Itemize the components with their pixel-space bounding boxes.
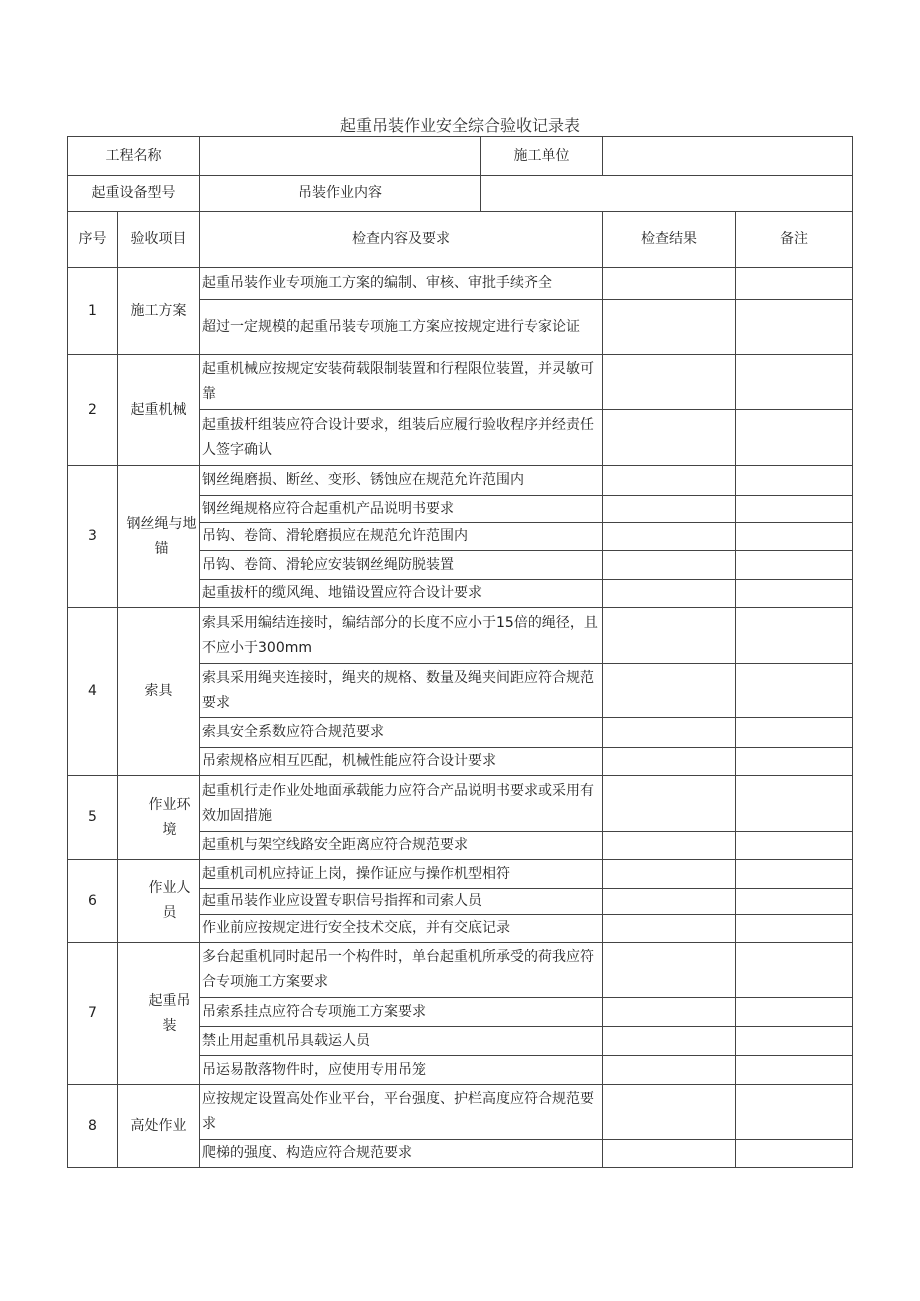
section-item: 索具 [118,608,200,776]
col-content-header: 检查内容及要求 [200,212,603,268]
section-item: 作业环境 [118,776,200,860]
project-row [68,137,853,176]
table-row [68,943,853,998]
section-number: 3 [68,466,118,608]
table-row [68,1085,853,1140]
section-number: 4 [68,608,118,776]
remarks-cell[interactable] [736,860,853,889]
requirement-text: 起重拔杆组装应符合设计要求，组装后应履行验收程序并经责任人签字确认 [200,410,603,466]
equipment-row [68,176,853,212]
result-cell[interactable] [603,860,736,889]
result-cell[interactable] [603,496,736,523]
remarks-cell[interactable] [736,776,853,832]
project-name-field[interactable] [200,137,481,176]
result-cell[interactable] [603,355,736,410]
requirement-text: 吊索系挂点应符合专项施工方案要求 [200,998,603,1027]
result-cell[interactable] [603,748,736,776]
requirement-text: 应按规定设置高处作业平台，平台强度、护栏高度应符合规范要求 [200,1085,603,1140]
requirement-text: 钢丝绳磨损、断丝、变形、锈蚀应在规范允许范围内 [200,466,603,496]
section-number: 1 [68,268,118,355]
table-row [68,268,853,300]
result-cell[interactable] [603,1027,736,1056]
requirement-text: 爬梯的强度、构造应符合规范要求 [200,1140,603,1168]
remarks-cell[interactable] [736,580,853,608]
remarks-cell[interactable] [736,496,853,523]
table-row [68,355,853,410]
section-item: 施工方案 [118,268,200,355]
col-item-header: 验收项目 [118,212,200,268]
col-remarks-header: 备注 [736,212,853,268]
result-cell[interactable] [603,410,736,466]
table-row [68,466,853,496]
section-item: 起重吊装 [118,943,200,1085]
requirement-text: 索具安全系数应符合规范要求 [200,718,603,748]
table-row [68,860,853,889]
section-number: 5 [68,776,118,860]
remarks-cell[interactable] [736,300,853,355]
section-number: 2 [68,355,118,466]
section-number: 6 [68,860,118,943]
requirement-text: 索具采用绳夹连接时，绳夹的规格、数量及绳夹间距应符合规范要求 [200,664,603,718]
remarks-cell[interactable] [736,268,853,300]
requirement-text: 起重机行走作业处地面承载能力应符合产品说明书要求或采用有效加固措施 [200,776,603,832]
requirement-text: 作业前应按规定进行安全技术交底，并有交底记录 [200,915,603,943]
remarks-cell[interactable] [736,410,853,466]
result-cell[interactable] [603,268,736,300]
section-item: 作业人员 [118,860,200,943]
result-cell[interactable] [603,889,736,915]
inspection-table [67,136,853,1168]
result-cell[interactable] [603,1140,736,1168]
remarks-cell[interactable] [736,943,853,998]
result-cell[interactable] [603,1085,736,1140]
requirement-text: 起重吊装作业专项施工方案的编制、审核、审批手续齐全 [200,268,603,300]
requirement-text: 吊钩、卷筒、滑轮应安装钢丝绳防脱装置 [200,551,603,580]
section-number: 7 [68,943,118,1085]
form-title: 起重吊装作业安全综合验收记录表 [339,116,580,135]
lifting-content-label: 吊装作业内容 [200,176,481,212]
result-cell[interactable] [603,523,736,551]
requirement-text: 起重机司机应持证上岗，操作证应与操作机型相符 [200,860,603,889]
remarks-cell[interactable] [736,1056,853,1085]
result-cell[interactable] [603,664,736,718]
contractor-field[interactable] [603,137,853,176]
section-item: 高处作业 [118,1085,200,1168]
section-item: 起重机械 [118,355,200,466]
remarks-cell[interactable] [736,466,853,496]
contractor-label: 施工单位 [481,137,603,176]
remarks-cell[interactable] [736,998,853,1027]
remarks-cell[interactable] [736,608,853,664]
result-cell[interactable] [603,832,736,860]
result-cell[interactable] [603,943,736,998]
lifting-content-field[interactable] [481,176,853,212]
remarks-cell[interactable] [736,915,853,943]
requirement-text: 起重吊装作业应设置专职信号指挥和司索人员 [200,889,603,915]
result-cell[interactable] [603,466,736,496]
requirement-text: 钢丝绳规格应符合起重机产品说明书要求 [200,496,603,523]
remarks-cell[interactable] [736,551,853,580]
project-name-label: 工程名称 [68,137,200,176]
column-header-row [68,212,853,268]
requirement-text: 索具采用编结连接时，编结部分的长度不应小于15倍的绳径，且不应小于300mm [200,608,603,664]
requirement-text: 禁止用起重机吊具载运人员 [200,1027,603,1056]
result-cell[interactable] [603,608,736,664]
requirement-text: 多台起重机同时起吊一个构件时，单台起重机所承受的荷我应符合专项施工方案要求 [200,943,603,998]
remarks-cell[interactable] [736,1085,853,1140]
requirement-text: 起重机与架空线路安全距离应符合规范要求 [200,832,603,860]
remarks-cell[interactable] [736,1027,853,1056]
section-item: 钢丝绳与地锚 [118,466,200,608]
remarks-cell[interactable] [736,889,853,915]
table-row [68,776,853,832]
result-cell[interactable] [603,551,736,580]
result-cell[interactable] [603,718,736,748]
remarks-cell[interactable] [736,748,853,776]
section-number: 8 [68,1085,118,1168]
result-cell[interactable] [603,998,736,1027]
col-no-header: 序号 [68,212,118,268]
table-row [68,608,853,664]
remarks-cell[interactable] [736,1140,853,1168]
remarks-cell[interactable] [736,832,853,860]
col-result-header: 检查结果 [603,212,736,268]
requirement-text: 起重机械应按规定安装荷载限制装置和行程限位装置，并灵敏可靠 [200,355,603,410]
remarks-cell[interactable] [736,664,853,718]
equipment-model-label: 起重设备型号 [68,176,200,212]
requirement-text: 超过一定规模的起重吊装专项施工方案应按规定进行专家论证 [200,300,603,355]
result-cell[interactable] [603,776,736,832]
result-cell[interactable] [603,915,736,943]
result-cell[interactable] [603,1056,736,1085]
result-cell[interactable] [603,580,736,608]
remarks-cell[interactable] [736,718,853,748]
remarks-cell[interactable] [736,523,853,551]
requirement-text: 起重拔杆的缆风绳、地锚设置应符合设计要求 [200,580,603,608]
result-cell[interactable] [603,300,736,355]
requirement-text: 吊运易散落物件时，应使用专用吊笼 [200,1056,603,1085]
requirement-text: 吊索规格应相互匹配，机械性能应符合设计要求 [200,748,603,776]
remarks-cell[interactable] [736,355,853,410]
requirement-text: 吊钩、卷筒、滑轮磨损应在规范允许范围内 [200,523,603,551]
